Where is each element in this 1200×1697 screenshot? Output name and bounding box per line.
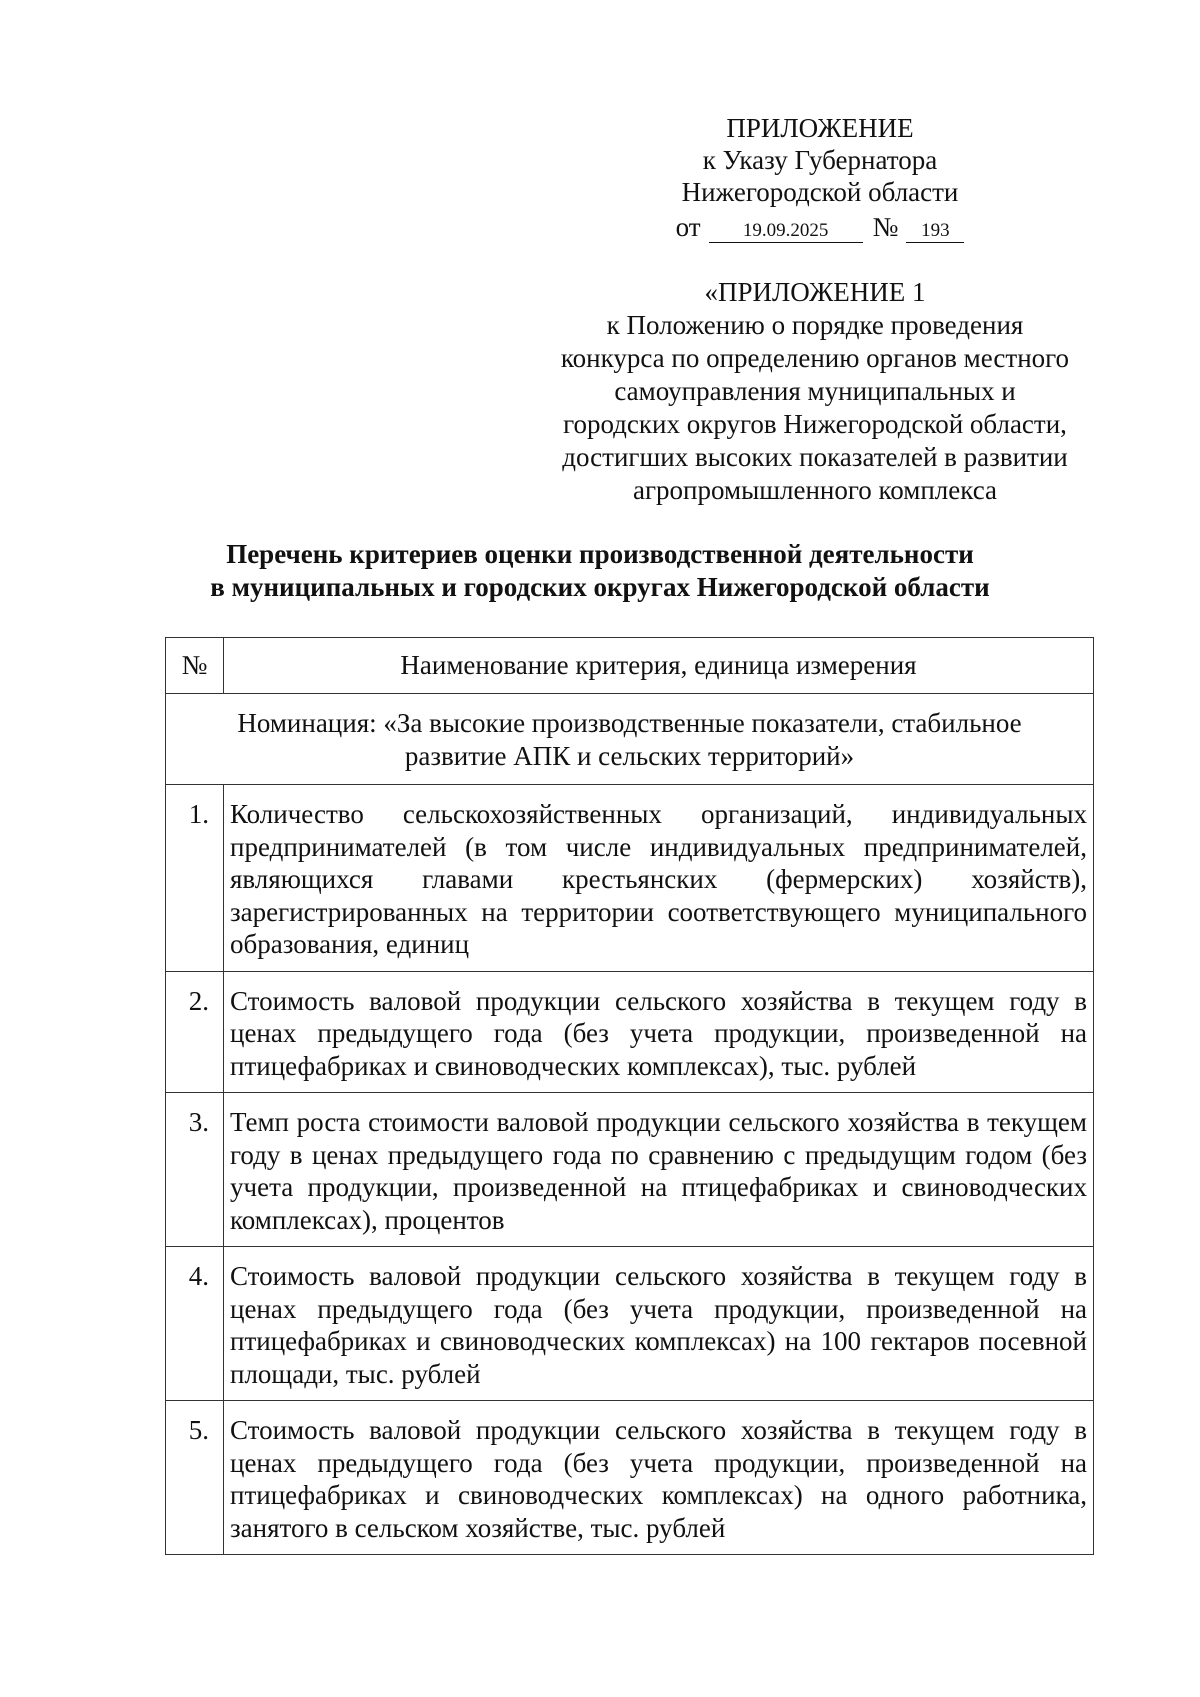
date-value: 19.09.2025 bbox=[709, 221, 863, 243]
number-label: № bbox=[872, 212, 899, 242]
row-criterion: Стоимость валовой продукции сельского хозяйства в текущем году в ценах предыдущего года (без учета продукции, произведенной на птицефабриках и свиноводческих комплексах), тыс. рублей bbox=[224, 971, 1094, 1093]
annex1-line: самоуправления муниципальных и bbox=[614, 376, 1016, 406]
appendix-header bbox=[660, 112, 980, 244]
document-title bbox=[150, 538, 1050, 604]
appendix-date-line bbox=[660, 210, 980, 244]
row-number: 2. bbox=[166, 971, 224, 1093]
table-row bbox=[166, 1093, 1094, 1247]
annex1-line: конкурса по определению органов местного bbox=[560, 343, 1070, 373]
table-row bbox=[166, 1247, 1094, 1401]
table-row bbox=[166, 1401, 1094, 1555]
table-row bbox=[166, 785, 1094, 972]
header-name: Наименование критерия, единица измерения bbox=[224, 638, 1094, 694]
row-number: 4. bbox=[166, 1247, 224, 1401]
date-label: от bbox=[675, 212, 701, 242]
table-header-row bbox=[166, 638, 1094, 694]
row-criterion: Темп роста стоимости валовой продукции сельского хозяйства в текущем году в ценах предыдущего года по сравнению с предыдущим годом (без учета продукции, произведенной на птицефабриках и свиноводческих комплексах), процентов bbox=[224, 1093, 1094, 1247]
row-criterion: Стоимость валовой продукции сельского хозяйства в текущем году в ценах предыдущего года (без учета продукции, произведенной на птицефабриках и свиноводческих комплексах) на одного работника, занятого в сельском хозяйстве, тыс. рублей bbox=[224, 1401, 1094, 1555]
table-row bbox=[166, 971, 1094, 1093]
criteria-table bbox=[165, 637, 1094, 1555]
annex1-line: городских округов Нижегородской области, bbox=[563, 409, 1067, 439]
row-number: 5. bbox=[166, 1401, 224, 1555]
annex1-header bbox=[545, 276, 1085, 507]
annex1-line: «ПРИЛОЖЕНИЕ 1 bbox=[704, 277, 926, 307]
document-title-line2: в муниципальных и городских округах Нижегородской области bbox=[210, 572, 990, 602]
nomination-text: Номинация: «За высокие производственные показатели, стабильное развитие АПК и сельских территорий» bbox=[166, 694, 1094, 785]
row-number: 3. bbox=[166, 1093, 224, 1247]
row-criterion: Количество сельскохозяйственных организаций, индивидуальных предпринимателей (в том числе индивидуальных предпринимателей, являющихся главами крестьянских (фермерских) хозяйств), зарегистрированных на территории соответствующего муниципального образования, единиц bbox=[224, 785, 1094, 972]
row-number: 1. bbox=[166, 785, 224, 972]
appendix-region-line: Нижегородской области bbox=[681, 177, 959, 207]
nomination-row bbox=[166, 694, 1094, 785]
row-criterion: Стоимость валовой продукции сельского хозяйства в текущем году в ценах предыдущего года (без учета продукции, произведенной на птицефабриках и свиноводческих комплексах) на 100 гектаров посевной площади, тыс. рублей bbox=[224, 1247, 1094, 1401]
header-number: № bbox=[166, 638, 224, 694]
appendix-decree-line: к Указу Губернатора bbox=[702, 145, 938, 175]
document-title-line1: Перечень критериев оценки производственной деятельности bbox=[226, 539, 974, 569]
annex1-line: достигших высоких показателей в развитии bbox=[562, 442, 1068, 472]
annex1-line: агропромышленного комплекса bbox=[633, 475, 997, 505]
appendix-title: ПРИЛОЖЕНИЕ bbox=[726, 113, 914, 143]
number-value: 193 bbox=[906, 221, 964, 243]
annex1-line: к Положению о порядке проведения bbox=[606, 310, 1024, 340]
